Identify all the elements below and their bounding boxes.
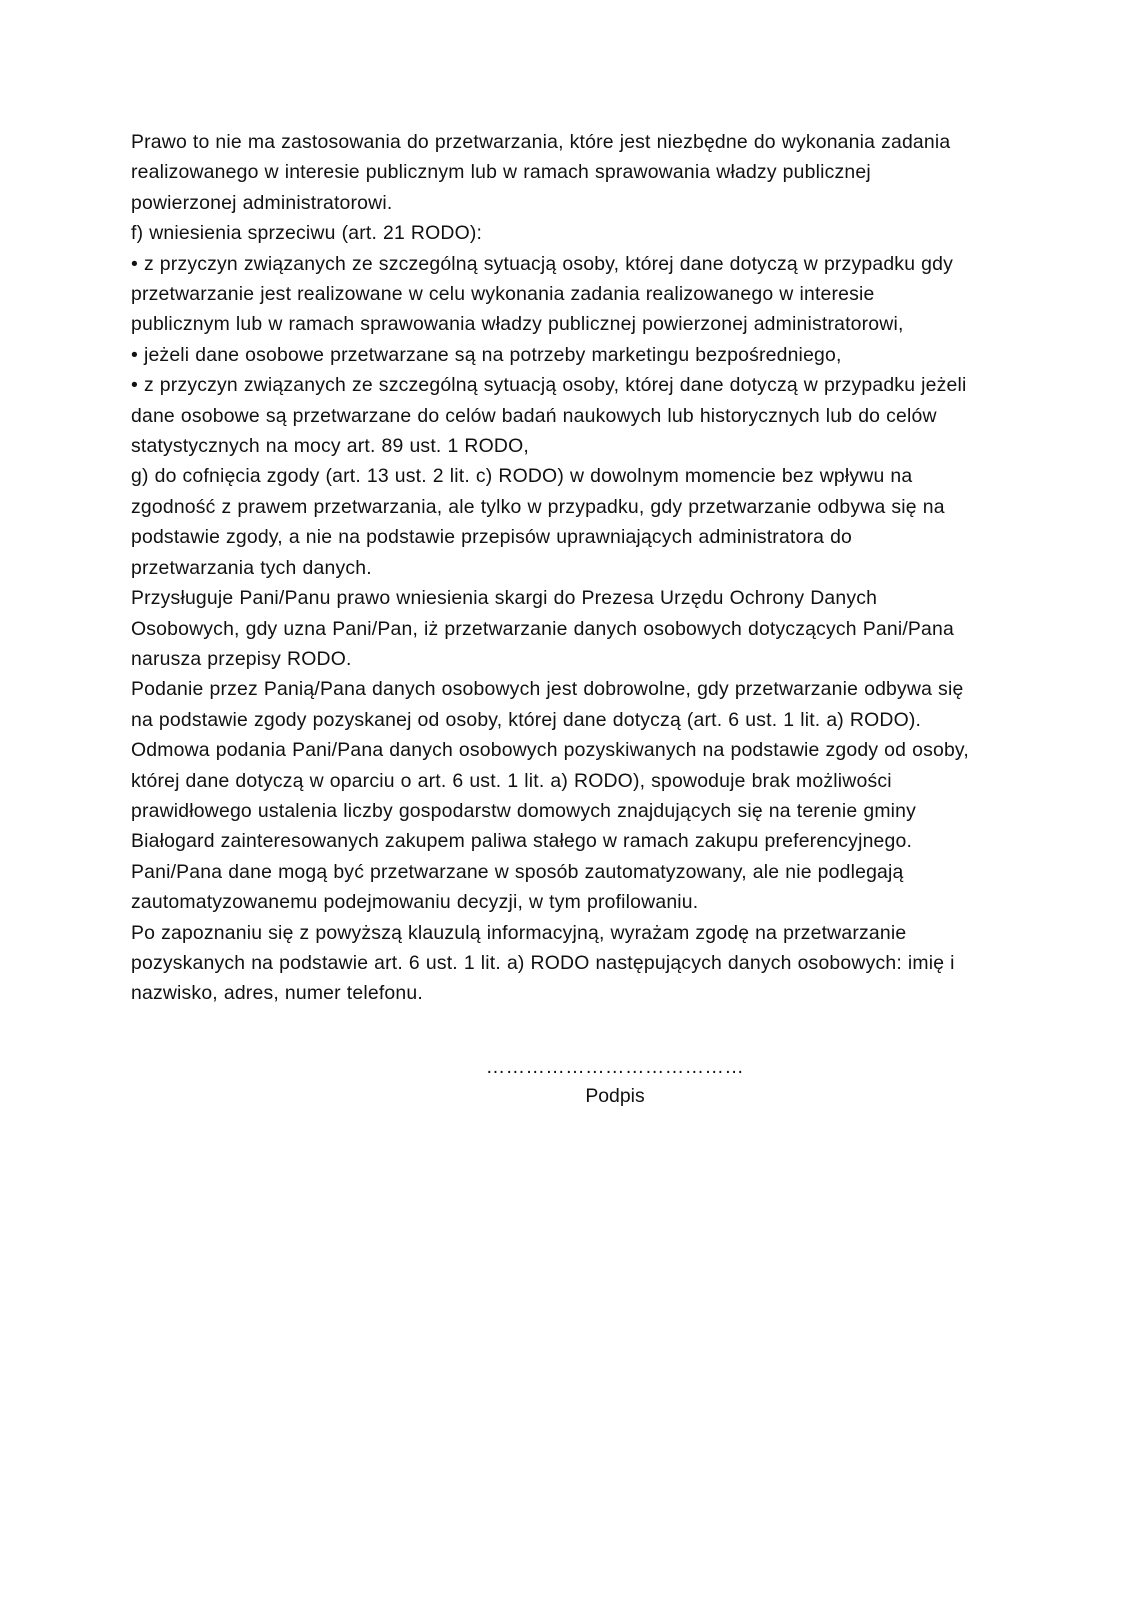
paragraph: Prawo to nie ma zastosowania do przetwarzania, które jest niezbędne do wykonania zadania realizowanego w interesie publicznym lub w ramach sprawowania władzy publicznej powierzonej administratorowi. (131, 131, 957, 214)
paragraph: Przysługuje Pani/Panu prawo wniesienia skargi do Prezesa Urzędu Ochrony Danych Osobowych, gdy uzna Pani/Pan, iż przetwarzanie danych osobowych dotyczących Pani/Pana narusza przepisy RODO. (131, 587, 960, 670)
paragraph: Odmowa podania Pani/Pana danych osobowych pozyskiwanych na podstawie zgody od osoby, której dane dotyczą w oparciu o art. 6 ust. 1 lit. a) RODO), spowoduje brak możliwości prawidłowego ustalenia liczby gospodarstw domowych znajdujących się na terenie gminy Białogard zainteresowanych zakupem paliwa stałego w ramach zakupu preferencyjnego. (131, 739, 975, 853)
paragraph: Podanie przez Panią/Pana danych osobowych jest dobrowolne, gdy przetwarzanie odbywa się na podstawie zgody pozyskanej od osoby, której dane dotyczą (art. 6 ust. 1 lit. a) RODO). (131, 678, 970, 731)
paragraph: Po zapoznaniu się z powyższą klauzulą informacyjną, wyrażam zgodę na przetwarzanie pozyskanych na podstawie art. 6 ust. 1 lit. a) RODO następujących danych osobowych: imię i nazwisko, adres, numer telefonu. (131, 921, 961, 1005)
paragraph: Pani/Pana dane mogą być przetwarzane w sposób zautomatyzowany, ale nie podlegają zautomatyzowanemu podejmowaniu decyzji, w tym profilowaniu. (131, 860, 910, 914)
signature-dotted-line: ………………………………… (485, 1056, 745, 1078)
paragraph: • z przyczyn związanych ze szczególną sytuacją osoby, której dane dotyczą w przypadku jeżeli dane osobowe są przetwarzane do celów badań naukowych lub historycznych lub do celów statystycznych na mocy art. 89 ust. 1 RODO, (131, 374, 973, 458)
document-body (131, 127, 979, 1009)
signature-block (131, 1055, 979, 1111)
signature-inner (486, 1055, 745, 1111)
signature-label: Podpis (585, 1085, 645, 1107)
paragraph: g) do cofnięcia zgody (art. 13 ust. 2 lit. c) RODO) w dowolnym momencie bez wpływu na zgodność z prawem przetwarzania, ale tylko w przypadku, gdy przetwarzanie odbywa się na podstawie zgody, a nie na podstawie przepisów uprawniających administratora do przetwarzania tych danych. (131, 465, 951, 579)
paragraph: • jeżeli dane osobowe przetwarzane są na potrzeby marketingu bezpośredniego, (131, 343, 842, 366)
paragraph: • z przyczyn związanych ze szczególną sytuacją osoby, której dane dotyczą w przypadku gdy przetwarzanie jest realizowane w celu wykonania zadania realizowanego w interesie publicznym lub w ramach sprawowania władzy publicznej powierzonej administratorowi, (131, 252, 959, 336)
paragraph: f) wniesienia sprzeciwu (art. 21 RODO): (131, 222, 483, 245)
